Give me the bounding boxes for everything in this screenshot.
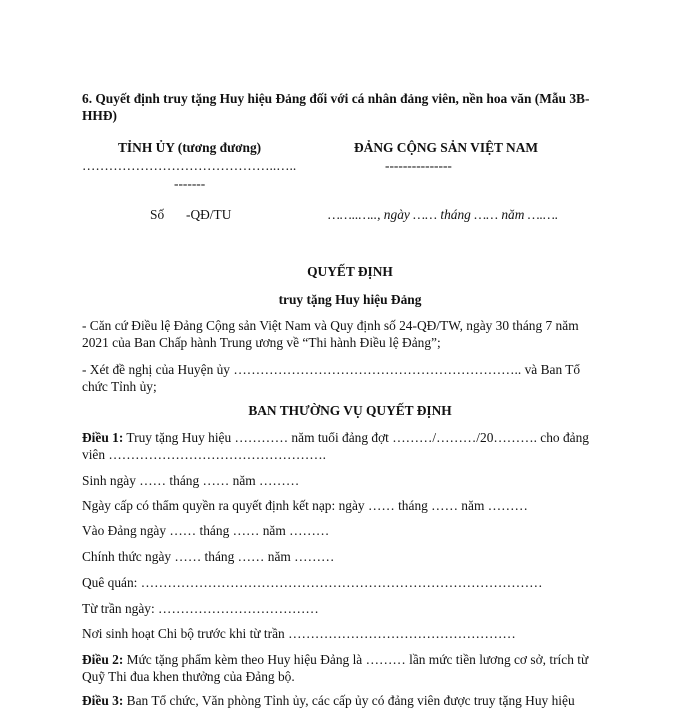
article2-text: Mức tặng phẩm kèm theo Huy hiệu Đảng là ……… lần mức tiền lương cơ sở, trích từ <box>123 652 589 667</box>
form-heading-line1: 6. Quyết định truy tặng Huy hiệu Đảng đối với cá nhân đảng viên, nền hoa văn (Mẫu 3B- <box>82 91 590 106</box>
article1-line1 <box>82 429 589 446</box>
party-divider: --------------- <box>385 158 452 173</box>
field-death-date: Từ trần ngày: ……………………………… <box>82 601 319 616</box>
preamble-1-line1: - Căn cứ Điều lệ Đảng Cộng sản Việt Nam và Quy định số 24-QĐ/TW, ngày 30 tháng 7 năm <box>82 318 579 333</box>
party-name: ĐẢNG CỘNG SẢN VIỆT NAM <box>354 140 539 155</box>
article3-text: Ban Tổ chức, Văn phòng Tỉnh ủy, các cấp ủy có đảng viên được truy tặng Huy hiệu <box>123 693 575 708</box>
preamble-2-line1: - Xét đề nghị của Huyện ủy ……………………………………………………….. và Ban Tổ <box>82 362 581 377</box>
article3-label: Điều 3: <box>82 693 124 708</box>
field-party-cell: Nơi sinh hoạt Chi bộ trước khi từ trần …………………………………………… <box>82 626 516 641</box>
preamble-1-line2: 2021 của Ban Chấp hành Trung ương về “Thi hành Điều lệ Đảng”; <box>82 335 441 350</box>
form-heading-line2: HHĐ) <box>82 108 117 123</box>
doc-number-label: Số <box>150 207 165 222</box>
org-name: TỈNH ỦY (tương đương) <box>118 140 262 155</box>
article2-line1 <box>82 651 588 668</box>
field-admission-decision-date: Ngày cấp có thẩm quyền ra quyết định kết nạp: ngày …… tháng …… năm ……… <box>82 498 528 513</box>
decision-title: QUYẾT ĐỊNH <box>307 264 393 279</box>
doc-number-code: -QĐ/TU <box>186 207 232 222</box>
field-birth-date: Sinh ngày …… tháng …… năm ……… <box>82 473 300 488</box>
field-official-date: Chính thức ngày …… tháng …… năm ……… <box>82 549 335 564</box>
org-dots: ……………………………………..….. <box>82 158 297 173</box>
article1-line2: viên …………………………………………. <box>82 447 326 462</box>
preamble-2-line2: chức Tỉnh ủy; <box>82 379 157 394</box>
article1-text: Truy tặng Huy hiệu ………… năm tuổi đảng đợt ………/………/20………. cho đảng <box>123 430 589 445</box>
field-join-date: Vào Đảng ngày …… tháng …… năm ……… <box>82 523 330 538</box>
board-heading: BAN THƯỜNG VỤ QUYẾT ĐỊNH <box>248 403 452 418</box>
article1-label: Điều 1: <box>82 430 124 445</box>
date-line: ……..….., ngày …… tháng …… năm ….…. <box>328 207 559 222</box>
article2-line2: Quỹ Thi đua khen thưởng của Đảng bộ. <box>82 669 295 684</box>
article3-line1 <box>82 692 575 709</box>
field-hometown: Quê quán: ……………………………………………………………………………… <box>82 575 543 590</box>
article2-label: Điều 2: <box>82 652 124 667</box>
org-divider: ------- <box>174 176 206 191</box>
decision-subtitle: truy tặng Huy hiệu Đảng <box>278 292 422 307</box>
